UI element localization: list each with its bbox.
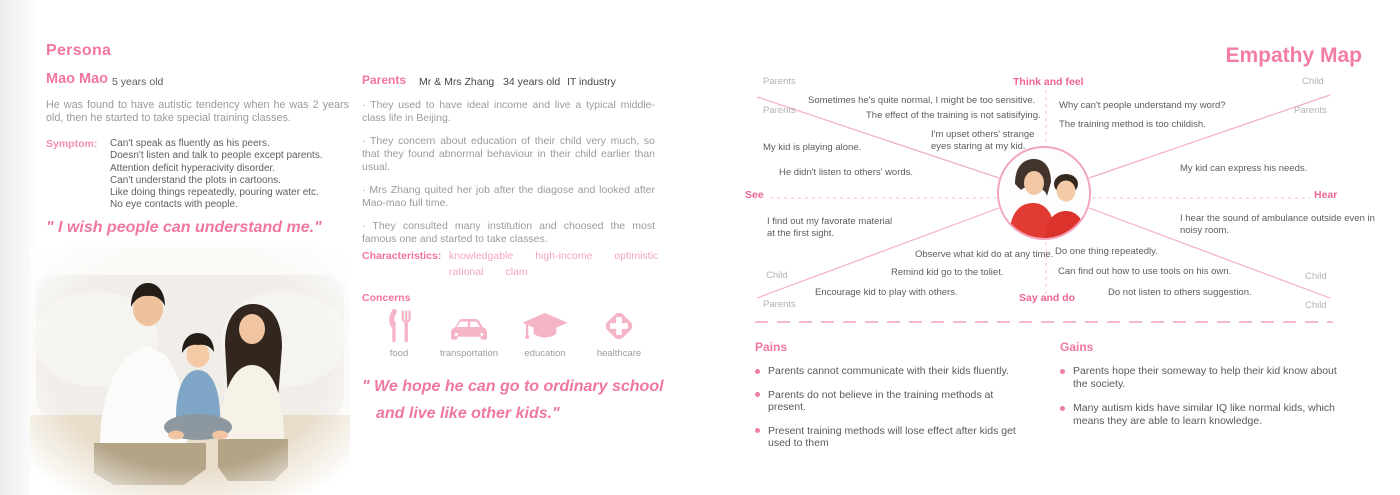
corner-label: Parents [763, 299, 796, 310]
concern-food [374, 309, 424, 359]
corner-label: Child [1305, 300, 1327, 311]
gains-title: Gains [1060, 340, 1094, 354]
empathy-note: Do not listen to others suggestion. [1108, 287, 1252, 298]
gains-list [1060, 365, 1346, 438]
concern-label: food [389, 348, 409, 359]
parents-bullet: · They concern about education of their child very much, so that they found abnormal behaviour in their child earlier than usual. [362, 135, 655, 173]
concern-label: healthcare [596, 348, 642, 359]
corner-label: Child [766, 270, 788, 281]
empathy-note: He didn't listen to others' words. [779, 167, 914, 178]
concern-label: education [524, 348, 566, 359]
parents-bullet: · They used to have ideal income and live a typical middle-class life in Beijing. [362, 99, 655, 124]
symptom-item: Can't speak as fluently as his peers. [110, 138, 270, 149]
concern-label: transportation [439, 348, 499, 359]
parents-bullet: · Mrs Zhang quited her job after the diagose and looked after Mao-mao full time. [362, 184, 655, 209]
symptom-list [110, 138, 335, 212]
persona-age: 5 years old [112, 76, 164, 88]
gain-text: Many autism kids have similar IQ like normal kids, which means they are able to learn knowledge. [1073, 402, 1335, 427]
corner-label: Parents [763, 105, 796, 116]
parents-bullet-list [362, 99, 655, 246]
parents-label: Parents [362, 73, 407, 87]
characteristic-tag: optimistic [614, 250, 659, 262]
characteristic-tag: knowledgable [449, 250, 514, 262]
parents-industry: IT industry [567, 76, 616, 88]
food-icon [384, 309, 414, 343]
symptom-item: Attention deficit hyperacivity disorder. [110, 162, 276, 174]
pain-item [755, 425, 1027, 450]
characteristics-label: Characteristics: [362, 250, 442, 262]
quadrant-label-see: See [745, 189, 764, 201]
empathy-note: My kid is playing alone. [763, 142, 862, 153]
empathy-note: Do one thing repeatedly. [1055, 246, 1158, 257]
corner-label: Child [1302, 76, 1324, 87]
persona-intro: He was found to have autistic tendency when he was 2 years old, then he started to take special training classes. [46, 99, 349, 124]
empathy-map-title: Empathy Map [1225, 44, 1362, 67]
bullet-dot [755, 392, 760, 397]
parents-quote-line2: and live like other kids." [376, 405, 560, 422]
gain-text: Parents hope their someway to help their kid know about the society. [1073, 365, 1337, 390]
empathy-map-grid [745, 70, 1360, 322]
empathy-note: Sometimes he's quite normal, I might be too sensitive. [808, 95, 1036, 106]
pain-text: Parents do not believe in the training methods at present. [768, 388, 994, 413]
corner-label: Child [1305, 271, 1327, 282]
corner-label: Parents [1294, 105, 1327, 116]
parents-age: 34 years old [503, 76, 561, 88]
pain-text: Parents cannot communicate with their kids fluently. [768, 365, 1009, 377]
family-photo [30, 247, 350, 495]
pain-item [755, 365, 1027, 378]
empathy-note: Can find out how to use tools on his own. [1058, 266, 1232, 277]
bullet-dot [755, 369, 760, 374]
pains-title: Pains [755, 340, 788, 354]
graduation-cap-icon [520, 309, 570, 343]
empathy-note: The training method is too childish. [1059, 119, 1206, 130]
empathy-note: My kid can express his needs. [1180, 163, 1308, 174]
symptom-item: Doesn't listen and talk to people except parents. [110, 150, 323, 162]
characteristic-tag: rational [449, 266, 484, 278]
parents-name: Mr & Mrs Zhang [419, 76, 495, 88]
empathy-note: I hear the sound of ambulance outside even in noisy room. [1180, 213, 1375, 236]
empathy-note: Remind kid go to the toliet. [891, 267, 1004, 278]
characteristic-tag: clam [505, 266, 528, 278]
car-icon [446, 309, 492, 343]
bullet-dot [1060, 369, 1065, 374]
pain-text: Present training methods will lose effect after kids get used to them [768, 424, 1016, 449]
empathy-note: I find out my favorate material at the first sight. [767, 216, 893, 239]
symptom-item: Can't understand the plots in cartoons. [110, 174, 281, 186]
concern-transportation [430, 309, 508, 359]
persona-title: Persona [46, 42, 112, 59]
pain-item [755, 389, 1027, 414]
parents-quote-line1: " We hope he can go to ordinary school [362, 378, 664, 395]
child-quote: " I wish people can understand me." [46, 219, 322, 236]
corner-label: Parents [763, 76, 796, 87]
concern-education [514, 309, 576, 359]
characteristics-list [449, 250, 681, 278]
quadrant-label-think-and-feel: Think and feel [1013, 76, 1084, 88]
medical-cross-icon [602, 309, 636, 343]
empathy-note: Why can't people understand my word? [1059, 100, 1226, 111]
empathy-note: I'm upset others' strange eyes staring at my kid. [931, 129, 1035, 152]
persona-name: Mao Mao [46, 71, 109, 87]
dashed-separator [755, 321, 1333, 323]
concerns-label: Concerns [362, 292, 411, 304]
concern-healthcare [590, 309, 648, 359]
quadrant-label-hear: Hear [1314, 189, 1338, 201]
symptom-label: Symptom: [46, 138, 98, 150]
bullet-dot [755, 428, 760, 433]
gain-item [1060, 365, 1346, 390]
gain-item [1060, 402, 1346, 427]
family-photo-illustration [30, 247, 350, 495]
empathy-note: Encourage kid to play with others. [815, 287, 958, 298]
pains-list [755, 365, 1027, 461]
bullet-dot [1060, 406, 1065, 411]
empathy-note: Observe what kid do at any time. [915, 249, 1054, 260]
quadrant-label-say-and-do: Say and do [1019, 292, 1076, 304]
empathy-note: The effect of the training is not satisifying. [866, 110, 1041, 121]
characteristic-tag: high-income [535, 250, 593, 262]
symptom-item: No eye contacts with people. [110, 199, 238, 211]
symptom-item: Like doing things repeatedly, pouring water etc. [110, 187, 319, 199]
parents-bullet: · They consulted many institution and choosed the most famous one and started to take classes. [362, 220, 655, 245]
